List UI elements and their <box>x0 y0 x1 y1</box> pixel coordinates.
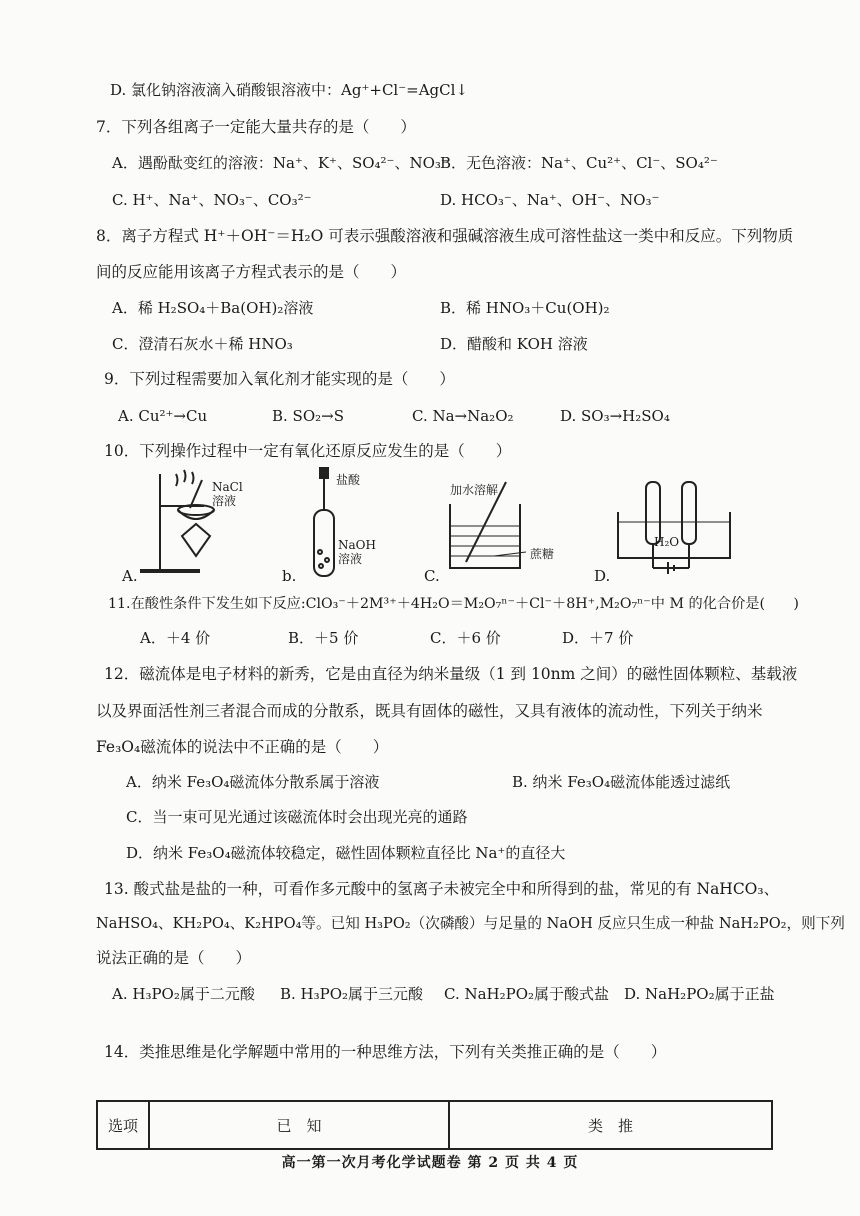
page-footer: 高一第一次月考化学试题卷 第 2 页 共 4 页 <box>281 1155 579 1171</box>
figure-c-option: C. <box>424 567 440 585</box>
q12-stem-line2: 以及界面活性剂三者混合而成的分散系，既具有固体的磁性，又具有液体的流动性，下列关于纳米 <box>96 702 763 720</box>
q12-option-a: A．纳米 Fe₃O₄磁流体分散系属于溶液 <box>126 773 380 791</box>
q9-option-a: A. Cu²⁺→Cu <box>118 407 208 425</box>
q11-option-c: C．＋6 价 <box>430 629 501 647</box>
table-header-option: 选项 <box>97 1101 149 1149</box>
q13-option-a: A. H₃PO₂属于二元酸 <box>112 985 255 1003</box>
figure-b-bottom-label: NaOH 溶液 <box>338 538 376 566</box>
q7-option-c: C. H⁺、Na⁺、NO₃⁻、CO₃²⁻ <box>112 191 312 209</box>
q12-stem-line3: Fe₃O₄磁流体的说法中不正确的是（ ） <box>96 738 389 756</box>
table-header-known: 已 知 <box>149 1101 449 1149</box>
q6-option-d: D. 氯化钠溶液滴入硝酸银溶液中：Ag⁺+Cl⁻=AgCl↓ <box>110 81 468 99</box>
q14-stem: 14．类推思维是化学解题中常用的一种思维方法，下列有关类推正确的是（ ） <box>104 1043 667 1061</box>
q9-option-c: C. Na→Na₂O₂ <box>412 407 514 425</box>
q11-option-b: B．＋5 价 <box>288 629 359 647</box>
figure-d-electrolysis <box>610 472 740 582</box>
q8-option-d: D．醋酸和 KOH 溶液 <box>440 335 588 353</box>
q8-option-b: B．稀 HNO₃＋Cu(OH)₂ <box>440 299 610 317</box>
q11-option-d: D．＋7 价 <box>562 629 634 647</box>
q7-stem: 7．下列各组离子一定能大量共存的是（ ） <box>96 118 416 136</box>
q8-stem-line1: 8．离子方程式 H⁺＋OH⁻＝H₂O 可表示强酸溶液和强碱溶液生成可溶性盐这一类中和反应。下列物质 <box>96 227 794 245</box>
table-header-analogy: 类 推 <box>449 1101 772 1149</box>
q7-option-b: B．无色溶液：Na⁺、Cu²⁺、Cl⁻、SO₄²⁻ <box>440 154 718 172</box>
q7-option-a: A．遇酚酞变红的溶液：Na⁺、K⁺、SO₄²⁻、NO₃⁻ <box>112 154 449 172</box>
figure-c-bottom-label: 蔗糖 <box>530 547 555 561</box>
q7-option-d: D. HCO₃⁻、Na⁺、OH⁻、NO₃⁻ <box>440 191 660 209</box>
q8-stem-line2: 间的反应能用该离子方程式表示的是（ ） <box>96 263 407 281</box>
q13-option-c: C. NaH₂PO₂属于酸式盐 <box>444 985 610 1003</box>
q9-stem: 9．下列过程需要加入氧化剂才能实现的是（ ） <box>104 370 455 388</box>
figure-a-label: NaCl 溶液 <box>212 480 243 508</box>
figure-b-option: b. <box>282 567 297 585</box>
q8-option-a: A．稀 H₂SO₄＋Ba(OH)₂溶液 <box>112 299 314 317</box>
q12-option-c: C．当一束可见光通过该磁流体时会出现光亮的通路 <box>126 808 468 826</box>
figure-a-option: A. <box>122 567 138 585</box>
q11-stem: 11.在酸性条件下发生如下反应:ClO₃⁻＋2M³⁺＋4H₂O＝M₂O₇ⁿ⁻＋Cl⁻＋8H⁺,M₂O₇ⁿ⁻中 M 的化合价是( ) <box>108 596 799 612</box>
q9-option-b: B. SO₂→S <box>272 407 344 425</box>
q12-stem-line1: 12．磁流体是电子材料的新秀，它是由直径为纳米量级（1 到 10nm 之间）的磁性固体颗粒、基载液 <box>104 665 798 683</box>
figure-b-top-label: 盐酸 <box>336 473 361 487</box>
q10-stem: 10．下列操作过程中一定有氧化还原反应发生的是（ ） <box>104 442 512 460</box>
q13-option-b: B. H₃PO₂属于三元酸 <box>280 985 424 1003</box>
table-row <box>97 1101 772 1149</box>
figure-c-top-label: 加水溶解 <box>450 483 499 497</box>
q12-option-b: B. 纳米 Fe₃O₄磁流体能透过滤纸 <box>512 773 731 791</box>
q8-option-c: C．澄清石灰水＋稀 HNO₃ <box>112 335 293 353</box>
q13-stem-line1: 13. 酸式盐是盐的一种，可看作多元酸中的氢离子未被完全中和所得到的盐，常见的有 NaHCO₃、 <box>104 880 780 898</box>
q14-table <box>96 1100 773 1150</box>
q13-stem-line2: NaHSO₄、KH₂PO₄、K₂HPO₄等。已知 H₃PO₂（次磷酸）与足量的 NaOH 反应只生成一种盐 NaH₂PO₂，则下列 <box>96 915 845 932</box>
figure-d-label: H₂O <box>654 535 680 549</box>
q13-stem-line3: 说法正确的是（ ） <box>96 949 252 967</box>
q12-option-d: D．纳米 Fe₃O₄磁流体较稳定，磁性固体颗粒直径比 Na⁺的直径大 <box>126 844 566 862</box>
q13-option-d: D. NaH₂PO₂属于正盐 <box>624 985 775 1003</box>
q9-option-d: D. SO₃→H₂SO₄ <box>560 407 670 425</box>
q11-option-a: A．＋4 价 <box>140 629 211 647</box>
figure-d-option: D. <box>594 567 611 585</box>
